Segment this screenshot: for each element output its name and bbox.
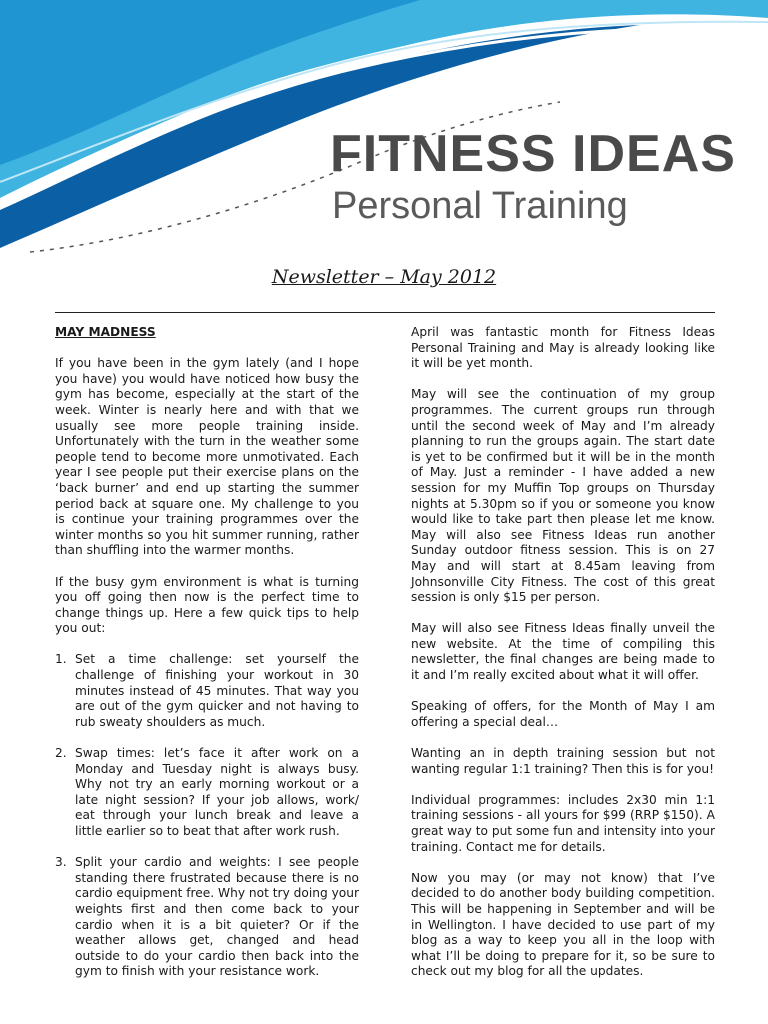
list-text: Swap times: let’s face it after work on a Monday and Tuesday night is always busy. Why not try an early morning workout or a late night session? If your job allows, work/ eat through your lunch break and leave a little earlier so to beat that after work rush. xyxy=(75,746,359,838)
list-item xyxy=(55,746,359,840)
brand-title: FITNESS IDEAS xyxy=(330,125,736,183)
title-divider xyxy=(55,312,715,313)
tips-list xyxy=(55,652,359,979)
paragraph: May will see the continuation of my group programmes. The current groups run through until the second week of May and I’m already planning to run the groups again. The start date is yet to be confirmed but it will be in the month of May. Just a reminder - I have added a new session for my Muffin Top groups on Thursday nights at 5.30pm so if you or someone you know would like to take part then please let me know. May will also see Fitness Ideas run another Sunday outdoor fitness session. This is on 27 May and will start at 8.45am leaving from Johnsonville City Fitness. The cost of this great session is only $15 per person. xyxy=(411,387,715,605)
paragraph: April was fantastic month for Fitness Ideas Personal Training and May is already looking like it will be yet month. xyxy=(411,325,715,371)
newsletter-title: Newsletter – May 2012 xyxy=(271,266,497,288)
list-item xyxy=(55,652,359,730)
list-text: Split your cardio and weights: I see people standing there frustrated because there is no cardio equipment free. Why not try doing your weights first and then come back to your cardio when it is a bit quieter? Or if the weather allows get, changed and head outside to do your cardio then back into the gym to finish with your resistance work. xyxy=(75,855,359,979)
section-heading: MAY MADNESS xyxy=(55,325,156,339)
paragraph: May will also see Fitness Ideas finally unveil the new website. At the time of compiling this newsletter, the final changes are being made to it and I’m really excited about what it will offer. xyxy=(411,621,715,683)
paragraph: Wanting an in depth training session but not wanting regular 1:1 training? Then this is for you! xyxy=(411,746,715,776)
paragraph: Now you may (or may not know) that I’ve decided to do another body building competition. This will be happening in September and will be in Wellington. I have decided to use part of my blog as a way to keep you all in the loop with what I’ll be doing to prepare for it, so be sure to check out my blog for all the updates. xyxy=(411,870,715,979)
list-number: 1. xyxy=(55,652,67,667)
list-number: 2. xyxy=(55,746,67,761)
paragraph: If you have been in the gym lately (and I hope you have) you would have noticed how busy the gym has become, especially at the start of the week. Winter is nearly here and with that we usually see more people training inside. Unfortunately with the turn in the weather some people tend to become more unmotivated. Each year I see people put their exercise plans on the ‘back burner’ and end up starting the summer period back at square one. My challenge to you is continue your training programmes over the winter months so you hit summer running, rather than shuffling into the warmer months. xyxy=(55,356,359,558)
paragraph: If the busy gym environment is what is turning you off going then now is the perfect time to change things up. Here a few quick tips to help you out: xyxy=(55,574,359,636)
paragraph: Individual programmes: includes 2x30 min 1:1 training sessions - all yours for $99 (RRP $150). A great way to put some fun and intensity into your training. Contact me for details. xyxy=(411,792,715,854)
brand-subtitle: Personal Training xyxy=(332,185,628,227)
list-number: 3. xyxy=(55,855,67,870)
left-column xyxy=(55,325,359,996)
paragraph: Speaking of offers, for the Month of May I am offering a special deal… xyxy=(411,699,715,729)
list-item xyxy=(55,855,359,980)
list-text: Set a time challenge: set yourself the challenge of finishing your workout in 30 minutes instead of 45 minutes. That way you are out of the gym quicker and not having to rub sweaty shoulders as much. xyxy=(75,652,359,729)
right-column xyxy=(411,325,715,996)
